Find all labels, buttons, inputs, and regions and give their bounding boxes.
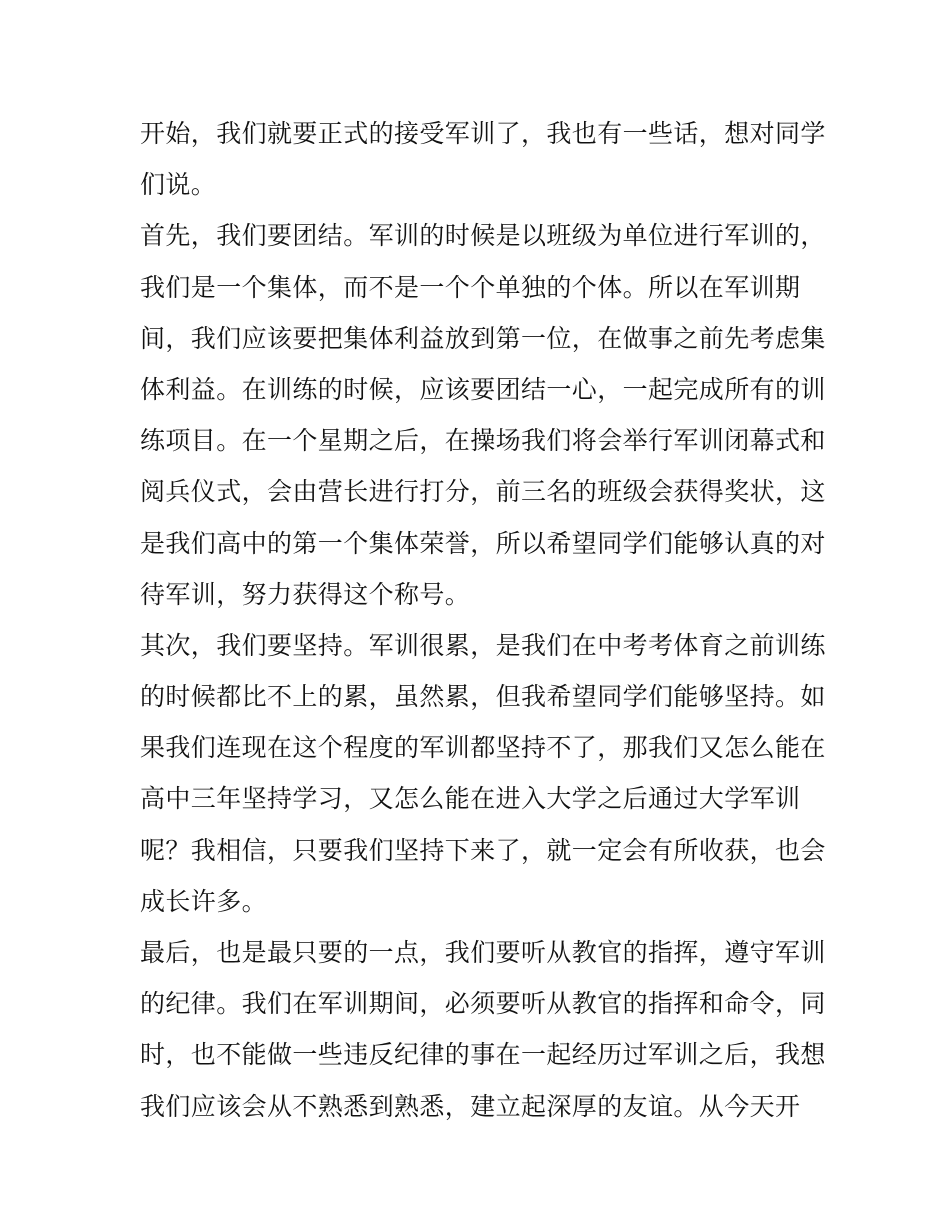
text-line: 我们是一个集体，而不是一个个单独的个体。所以在军训期 — [140, 272, 801, 302]
text-line: 的时候都比不上的累，虽然累，但我希望同学们能够坚持。如 — [140, 682, 826, 712]
body-text — [140, 108, 826, 1132]
text-line: 开始，我们就要正式的接受军训了，我也有一些话，想对同学 — [140, 119, 826, 148]
text-line: 呢？我相信，只要我们坚持下来了，就一定会有所收获，也会 — [140, 835, 826, 865]
text-line: 阅兵仪式，会由营长进行打分，前三名的班级会获得奖状，这 — [140, 477, 826, 507]
text-line: 成长许多。 — [140, 886, 268, 916]
text-line: 是我们高中的第一个集体荣誉，所以希望同学们能够认真的对 — [140, 528, 826, 558]
text-line: 间，我们应该要把集体利益放到第一位，在做事之前先考虑集 — [140, 323, 826, 353]
text-line: 果我们连现在这个程度的军训都坚持不了，那我们又怎么能在 — [140, 733, 826, 763]
text-line: 时，也不能做一些违反纪律的事在一起经历过军训之后，我想 — [140, 1040, 826, 1070]
text-line: 练项目。在一个星期之后，在操场我们将会举行军训闭幕式和 — [140, 426, 826, 456]
text-line: 的纪律。我们在军训期间，必须要听从教官的指挥和命令，同 — [140, 989, 826, 1019]
text-line: 其次，我们要坚持。军训很累，是我们在中考考体育之前训练 — [140, 630, 826, 660]
text-line: 们说。 — [140, 170, 217, 200]
text-line: 首先，我们要团结。军训的时候是以班级为单位进行军训的， — [140, 221, 826, 251]
text-line: 高中三年坚持学习，又怎么能在进入大学之后通过大学军训 — [140, 784, 801, 814]
text-line: 体利益。在训练的时候，应该要团结一心，一起完成所有的训 — [140, 374, 826, 404]
text-line: 待军训，努力获得这个称号。 — [140, 579, 471, 609]
text-line: 最后，也是最只要的一点，我们要听从教官的指挥，遵守军训 — [140, 938, 826, 967]
text-line: 我们应该会从不熟悉到熟悉，建立起深厚的友谊。从今天开 — [140, 1091, 801, 1121]
